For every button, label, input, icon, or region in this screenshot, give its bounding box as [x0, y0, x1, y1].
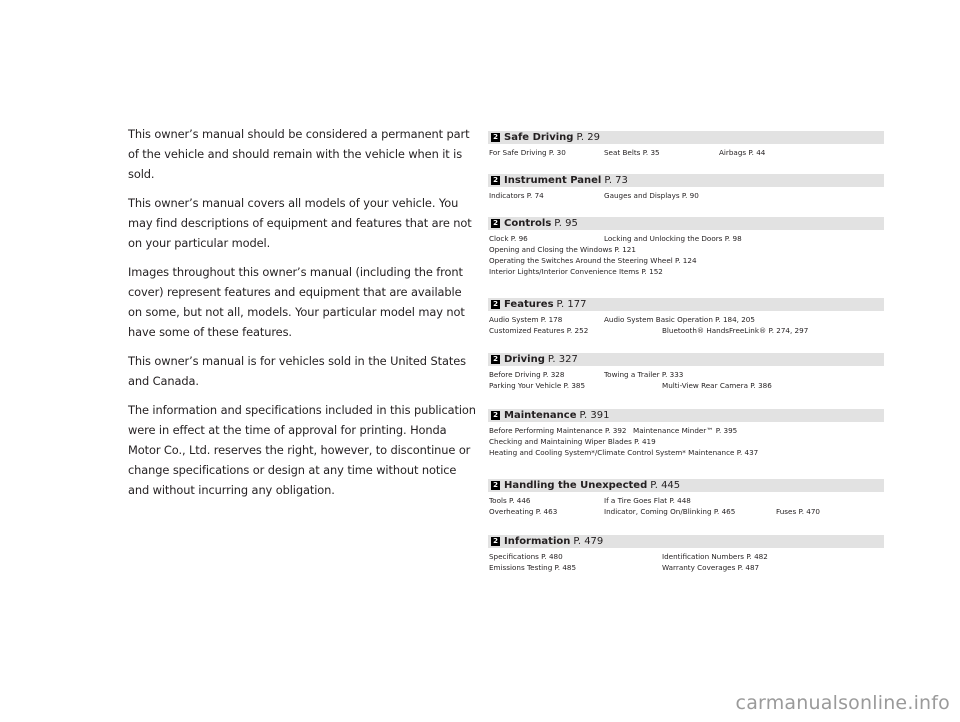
toc-row [488, 562, 884, 573]
toc-section-features[interactable] [488, 298, 884, 336]
intro-paragraph-4: This owner’s manual is for vehicles sold in the United States and Canada. [128, 354, 466, 388]
toc-link[interactable]: Locking and Unlocking the Doors P. 98 [604, 234, 742, 243]
toc-link[interactable]: Parking Your Vehicle P. 385 [489, 381, 586, 390]
toc-section-handling-the-unexpected[interactable] [488, 479, 884, 517]
watermark: carmanualsonline.info [735, 692, 950, 714]
intro-paragraph-2: This owner’s manual covers all models of your vehicle. You may find descriptions of equipment and features that are not on your particular model. [128, 196, 472, 250]
toc-link[interactable]: Indicators P. 74 [489, 191, 544, 200]
intro-paragraph-5: The information and specifications included in this publication were in effect at the time of approval for printing. Honda Motor Co., Ltd. reserves the right, however, to discontinue or change specifications or design at any time without notice and without incurring any obligation. [128, 403, 476, 497]
section-title[interactable]: Features [504, 299, 554, 310]
toc-section-driving[interactable] [488, 353, 884, 391]
toc-link[interactable]: Emissions Testing P. 485 [489, 563, 577, 572]
toc-section-maintenance[interactable] [488, 409, 884, 458]
toc-row [488, 147, 884, 158]
section-header[interactable] [488, 217, 884, 230]
toc-row [488, 233, 884, 244]
section-title[interactable]: Maintenance [504, 410, 577, 421]
arrow-icon: 2 [491, 176, 500, 185]
section-title[interactable]: Driving [504, 354, 545, 365]
toc-link[interactable]: Heating and Cooling System*/Climate Control System* Maintenance P. 437 [489, 448, 759, 457]
toc-row [488, 255, 884, 266]
toc-row [488, 551, 884, 562]
toc-link[interactable]: Before Driving P. 328 [489, 370, 565, 379]
toc-section-safe-driving[interactable] [488, 131, 884, 158]
arrow-icon: 2 [491, 219, 500, 228]
toc-link[interactable]: Interior Lights/Interior Convenience Items P. 152 [489, 267, 663, 276]
intro-paragraph-3: Images throughout this owner’s manual (including the front cover) represent features and equipment that are available on some, but not all, models. Your particular model may not have some of these features. [128, 265, 465, 339]
toc-row [488, 325, 884, 336]
toc-link[interactable]: Audio System Basic Operation P. 184, 205 [604, 315, 755, 324]
intro-text [128, 124, 478, 509]
section-header[interactable] [488, 409, 884, 422]
section-page: P. 445 [650, 480, 681, 491]
toc-row [488, 425, 884, 436]
toc-row [488, 190, 884, 201]
toc-section-controls[interactable] [488, 217, 884, 277]
arrow-icon: 2 [491, 355, 500, 364]
toc-link[interactable]: Seat Belts P. 35 [604, 148, 660, 157]
toc-row [488, 244, 884, 255]
toc-link[interactable]: Overheating P. 463 [489, 507, 558, 516]
section-page: P. 391 [579, 410, 610, 421]
toc-link[interactable]: Identification Numbers P. 482 [662, 552, 768, 561]
section-title[interactable]: Safe Driving [504, 132, 574, 143]
section-page: P. 29 [576, 132, 601, 143]
toc-link[interactable]: Indicator, Coming On/Blinking P. 465 [604, 507, 736, 516]
toc-link[interactable]: Customized Features P. 252 [489, 326, 589, 335]
toc-link[interactable]: For Safe Driving P. 30 [489, 148, 566, 157]
section-page: P. 177 [556, 299, 587, 310]
toc-link[interactable]: Fuses P. 470 [776, 507, 820, 516]
section-title[interactable]: Information [504, 536, 571, 547]
toc-section-instrument-panel[interactable] [488, 174, 884, 201]
toc-link[interactable]: Towing a Trailer P. 333 [604, 370, 684, 379]
toc-link[interactable]: Warranty Coverages P. 487 [662, 563, 760, 572]
section-header[interactable] [488, 535, 884, 548]
toc-link[interactable]: Operating the Switches Around the Steering Wheel P. 124 [489, 256, 697, 265]
intro-paragraph-1: This owner’s manual should be considered a permanent part of the vehicle and should remain with the vehicle when it is sold. [128, 127, 470, 181]
toc-section-information[interactable] [488, 535, 884, 573]
arrow-icon: 2 [491, 411, 500, 420]
toc-link[interactable]: Opening and Closing the Windows P. 121 [489, 245, 636, 254]
toc-link[interactable]: Bluetooth® HandsFreeLink® P. 274, 297 [662, 326, 809, 335]
arrow-icon: 2 [491, 300, 500, 309]
toc-link[interactable]: Clock P. 96 [489, 234, 528, 243]
toc-row [488, 369, 884, 380]
section-title[interactable]: Handling the Unexpected [504, 480, 648, 491]
section-header[interactable] [488, 479, 884, 492]
section-page: P. 95 [554, 218, 578, 229]
section-header[interactable] [488, 353, 884, 366]
toc-row [488, 380, 884, 391]
toc-link[interactable]: Gauges and Displays P. 90 [604, 191, 699, 200]
section-title[interactable]: Instrument Panel [504, 175, 602, 186]
section-page: P. 327 [547, 354, 578, 365]
toc-link[interactable]: Maintenance Minder™ P. 395 [633, 426, 738, 435]
section-page: P. 73 [604, 175, 628, 186]
arrow-icon: 2 [491, 537, 500, 546]
section-header[interactable] [488, 131, 884, 144]
section-header[interactable] [488, 298, 884, 311]
toc-link[interactable]: Multi-View Rear Camera P. 386 [662, 381, 772, 390]
section-header[interactable] [488, 174, 884, 187]
toc-row [488, 447, 884, 458]
toc-row [488, 266, 884, 277]
toc-link[interactable]: Checking and Maintaining Wiper Blades P. 419 [489, 437, 656, 446]
toc-link[interactable]: Specifications P. 480 [489, 552, 563, 561]
toc-row [488, 314, 884, 325]
section-page: P. 479 [573, 536, 604, 547]
toc-link[interactable]: Airbags P. 44 [719, 148, 766, 157]
arrow-icon: 2 [491, 133, 500, 142]
arrow-icon: 2 [491, 481, 500, 490]
toc-row [488, 495, 884, 506]
toc-row [488, 506, 884, 517]
section-title[interactable]: Controls [504, 218, 552, 229]
toc-link[interactable]: If a Tire Goes Flat P. 448 [604, 496, 691, 505]
toc-link[interactable]: Tools P. 446 [489, 496, 531, 505]
toc-row [488, 436, 884, 447]
toc-link[interactable]: Before Performing Maintenance P. 392 [489, 426, 627, 435]
toc-link[interactable]: Audio System P. 178 [489, 315, 563, 324]
